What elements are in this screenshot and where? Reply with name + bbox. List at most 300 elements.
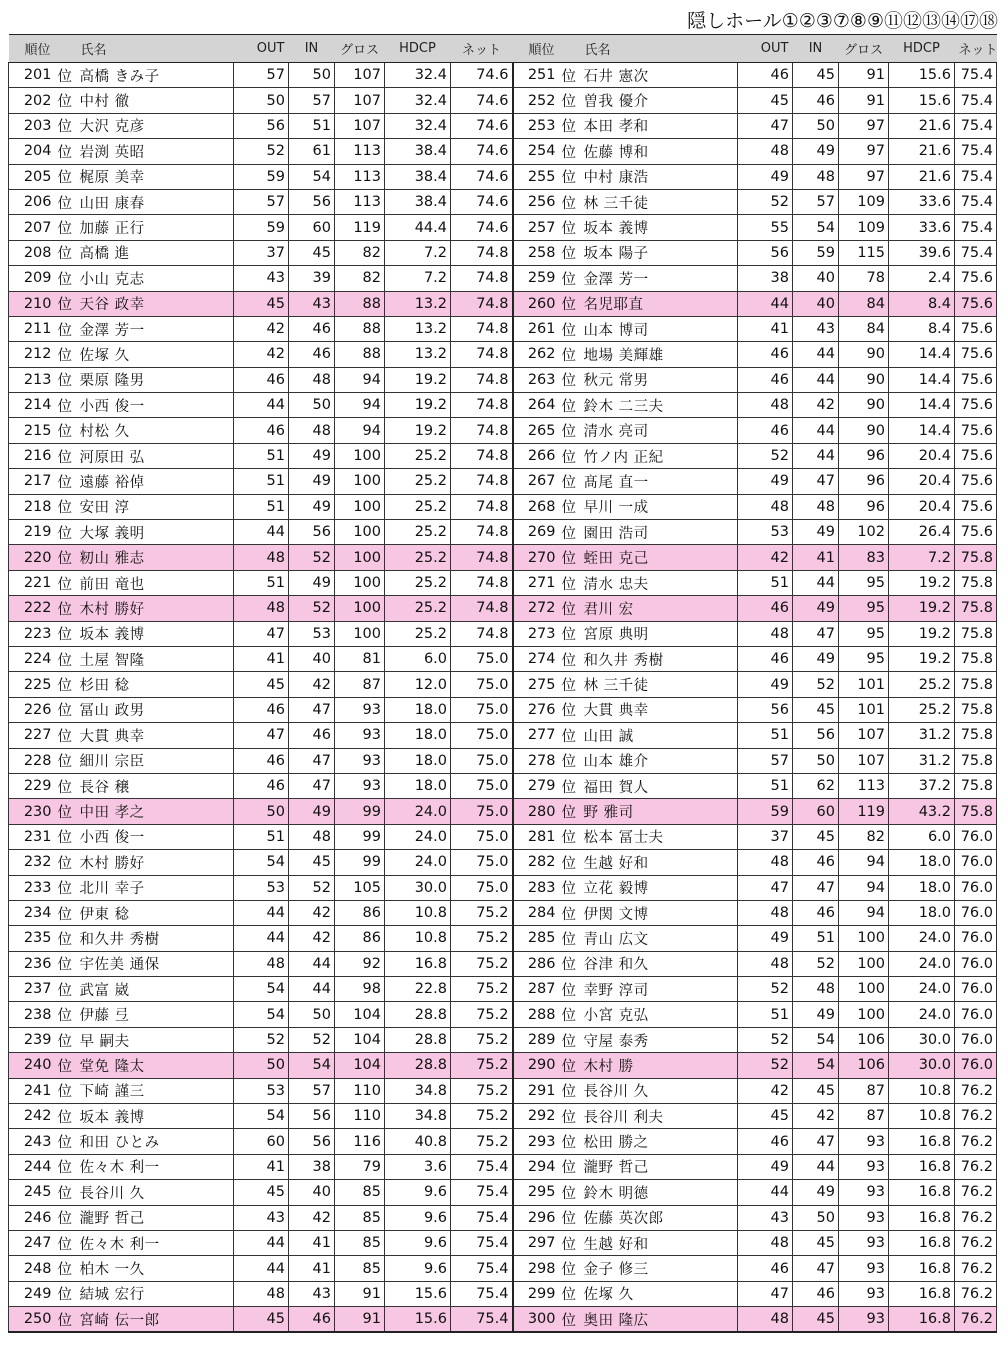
net-cell: 74.8	[451, 266, 513, 291]
hdcp-cell: 15.6	[385, 1281, 451, 1306]
gross-cell: 99	[335, 799, 385, 824]
rank-suffix: 位	[55, 291, 77, 316]
hdcp-cell: 18.0	[385, 697, 451, 722]
in-cell: 42	[289, 1205, 335, 1230]
rank-suffix: 位	[55, 545, 77, 570]
player-name: 守屋 泰秀	[581, 1027, 738, 1052]
rank-suffix: 位	[559, 646, 581, 671]
player-name: 生越 好和	[581, 1230, 738, 1255]
rank-suffix: 位	[559, 723, 581, 748]
player-name: 鈴木 二三夫	[581, 393, 738, 418]
hdcp-cell: 33.6	[889, 215, 955, 240]
header-hdcp: HDCP	[889, 35, 955, 63]
header-net: ネット	[451, 35, 513, 63]
out-cell: 45	[738, 1104, 793, 1129]
player-name: 杉田 稔	[77, 672, 234, 697]
rank-cell: 239	[9, 1027, 55, 1052]
rank-suffix: 位	[559, 1002, 581, 1027]
hdcp-cell: 18.0	[889, 900, 955, 925]
rank-suffix: 位	[559, 1104, 581, 1129]
out-cell: 51	[234, 494, 289, 519]
hdcp-cell: 3.6	[385, 1154, 451, 1179]
net-cell: 74.6	[451, 164, 513, 189]
in-cell: 46	[793, 850, 839, 875]
out-cell: 37	[234, 240, 289, 265]
in-cell: 52	[793, 951, 839, 976]
in-cell: 48	[793, 494, 839, 519]
rank-suffix: 位	[55, 1205, 77, 1230]
gross-cell: 94	[839, 875, 889, 900]
rank-cell: 291	[513, 1078, 559, 1103]
in-cell: 49	[793, 1002, 839, 1027]
rank-cell: 265	[513, 418, 559, 443]
player-name: 園田 浩司	[581, 520, 738, 545]
net-cell: 76.2	[955, 1307, 997, 1332]
net-cell: 76.2	[955, 1281, 997, 1306]
rank-cell: 228	[9, 748, 55, 773]
net-cell: 76.0	[955, 1053, 997, 1078]
rank-cell: 274	[513, 646, 559, 671]
table-row	[9, 596, 997, 621]
rank-cell: 214	[9, 393, 55, 418]
table-row	[9, 494, 997, 519]
rank-cell: 243	[9, 1129, 55, 1154]
out-cell: 59	[234, 215, 289, 240]
hdcp-cell: 21.6	[889, 113, 955, 138]
net-cell: 76.0	[955, 926, 997, 951]
gross-cell: 82	[839, 824, 889, 849]
table-row	[9, 646, 997, 671]
rank-cell: 219	[9, 520, 55, 545]
rank-cell: 241	[9, 1078, 55, 1103]
gross-cell: 110	[335, 1104, 385, 1129]
in-cell: 52	[289, 1027, 335, 1052]
gross-cell: 93	[335, 723, 385, 748]
out-cell: 44	[234, 393, 289, 418]
hdcp-cell: 25.2	[385, 596, 451, 621]
rank-suffix: 位	[559, 824, 581, 849]
player-name: 秋元 常男	[581, 367, 738, 392]
out-cell: 51	[234, 443, 289, 468]
player-name: 松本 冨士夫	[581, 824, 738, 849]
in-cell: 42	[289, 900, 335, 925]
hdcp-cell: 25.2	[385, 545, 451, 570]
gross-cell: 91	[839, 88, 889, 113]
net-cell: 75.4	[955, 189, 997, 214]
player-name: 本田 孝和	[581, 113, 738, 138]
net-cell: 74.8	[451, 240, 513, 265]
gross-cell: 93	[839, 1180, 889, 1205]
in-cell: 49	[289, 799, 335, 824]
table-row	[9, 773, 997, 798]
rank-cell: 276	[513, 697, 559, 722]
out-cell: 46	[738, 342, 793, 367]
header-name: 氏名	[581, 35, 738, 63]
rank-cell: 249	[9, 1281, 55, 1306]
player-name: 加藤 正行	[77, 215, 234, 240]
hdcp-cell: 13.2	[385, 342, 451, 367]
rank-suffix: 位	[55, 88, 77, 113]
gross-cell: 85	[335, 1180, 385, 1205]
out-cell: 43	[738, 1205, 793, 1230]
rank-cell: 285	[513, 926, 559, 951]
header-hdcp: HDCP	[385, 35, 451, 63]
hdcp-cell: 9.6	[385, 1256, 451, 1281]
gross-cell: 97	[839, 113, 889, 138]
net-cell: 75.0	[451, 824, 513, 849]
player-name: 竹ノ内 正紀	[581, 443, 738, 468]
gross-cell: 100	[335, 494, 385, 519]
rank-suffix: 位	[55, 189, 77, 214]
hdcp-cell: 6.0	[889, 824, 955, 849]
out-cell: 60	[234, 1129, 289, 1154]
out-cell: 44	[234, 926, 289, 951]
player-name: 柏木 一久	[77, 1256, 234, 1281]
net-cell: 75.0	[451, 875, 513, 900]
in-cell: 46	[793, 1281, 839, 1306]
table-row	[9, 977, 997, 1002]
hdcp-cell: 16.8	[889, 1205, 955, 1230]
header-rank: 順位	[9, 35, 55, 63]
rank-suffix: 位	[559, 1180, 581, 1205]
hdcp-cell: 14.4	[889, 393, 955, 418]
rank-cell: 229	[9, 773, 55, 798]
rank-suffix: 位	[559, 875, 581, 900]
gross-cell: 100	[335, 443, 385, 468]
table-row	[9, 1053, 997, 1078]
player-name: 石井 憲次	[581, 63, 738, 88]
rank-cell: 227	[9, 723, 55, 748]
in-cell: 57	[289, 1078, 335, 1103]
rank-cell: 220	[9, 545, 55, 570]
gross-cell: 116	[335, 1129, 385, 1154]
player-name: 林 三千徒	[581, 189, 738, 214]
gross-cell: 100	[335, 469, 385, 494]
in-cell: 54	[289, 164, 335, 189]
in-cell: 57	[793, 189, 839, 214]
gross-cell: 97	[839, 139, 889, 164]
gross-cell: 93	[839, 1129, 889, 1154]
out-cell: 54	[234, 977, 289, 1002]
in-cell: 45	[793, 824, 839, 849]
rank-suffix: 位	[55, 697, 77, 722]
player-name: 地場 美輝雄	[581, 342, 738, 367]
rank-suffix: 位	[559, 189, 581, 214]
in-cell: 48	[289, 824, 335, 849]
table-row	[9, 63, 997, 88]
net-cell: 74.8	[451, 570, 513, 595]
player-name: 坂本 義博	[77, 621, 234, 646]
rank-suffix: 位	[55, 799, 77, 824]
rank-cell: 207	[9, 215, 55, 240]
rank-cell: 292	[513, 1104, 559, 1129]
net-cell: 75.2	[451, 1129, 513, 1154]
out-cell: 48	[738, 1230, 793, 1255]
rank-cell: 203	[9, 113, 55, 138]
rank-cell: 225	[9, 672, 55, 697]
table-row	[9, 951, 997, 976]
rank-suffix: 位	[55, 494, 77, 519]
in-cell: 43	[289, 1281, 335, 1306]
in-cell: 47	[793, 621, 839, 646]
hdcp-cell: 19.2	[385, 418, 451, 443]
rank-cell: 267	[513, 469, 559, 494]
net-cell: 74.8	[451, 443, 513, 468]
rank-suffix: 位	[55, 1230, 77, 1255]
hdcp-cell: 25.2	[385, 621, 451, 646]
net-cell: 75.4	[955, 88, 997, 113]
rank-cell: 268	[513, 494, 559, 519]
net-cell: 75.4	[451, 1154, 513, 1179]
in-cell: 52	[289, 545, 335, 570]
table-row	[9, 291, 997, 316]
rank-cell: 271	[513, 570, 559, 595]
player-name: 名児耶直	[581, 291, 738, 316]
in-cell: 60	[289, 215, 335, 240]
net-cell: 75.4	[955, 113, 997, 138]
gross-cell: 100	[839, 926, 889, 951]
rank-suffix: 位	[559, 393, 581, 418]
results-table	[8, 34, 997, 1333]
rank-suffix: 位	[55, 113, 77, 138]
gross-cell: 100	[839, 1002, 889, 1027]
table-row	[9, 900, 997, 925]
gross-cell: 82	[335, 266, 385, 291]
out-cell: 46	[234, 697, 289, 722]
in-cell: 59	[793, 240, 839, 265]
gross-cell: 92	[335, 951, 385, 976]
rank-suffix: 位	[55, 1154, 77, 1179]
rank-suffix: 位	[559, 672, 581, 697]
in-cell: 56	[289, 1104, 335, 1129]
in-cell: 46	[793, 900, 839, 925]
hdcp-cell: 16.8	[889, 1129, 955, 1154]
out-cell: 46	[738, 646, 793, 671]
net-cell: 74.8	[451, 545, 513, 570]
in-cell: 40	[793, 291, 839, 316]
in-cell: 40	[289, 1180, 335, 1205]
in-cell: 49	[289, 469, 335, 494]
in-cell: 50	[289, 1002, 335, 1027]
out-cell: 56	[234, 113, 289, 138]
hdcp-cell: 32.4	[385, 88, 451, 113]
table-row	[9, 215, 997, 240]
net-cell: 75.8	[955, 545, 997, 570]
hdcp-cell: 9.6	[385, 1205, 451, 1230]
hdcp-cell: 9.6	[385, 1180, 451, 1205]
table-row	[9, 139, 997, 164]
out-cell: 54	[234, 850, 289, 875]
hdcp-cell: 34.8	[385, 1078, 451, 1103]
rank-cell: 215	[9, 418, 55, 443]
in-cell: 45	[793, 1230, 839, 1255]
gross-cell: 84	[839, 316, 889, 341]
in-cell: 54	[289, 1053, 335, 1078]
gross-cell: 107	[335, 63, 385, 88]
rank-suffix: 位	[559, 977, 581, 1002]
table-row	[9, 748, 997, 773]
player-name: 栗原 隆男	[77, 367, 234, 392]
net-cell: 75.0	[451, 773, 513, 798]
hdcp-cell: 39.6	[889, 240, 955, 265]
out-cell: 46	[234, 418, 289, 443]
rank-cell: 234	[9, 900, 55, 925]
net-cell: 75.6	[955, 393, 997, 418]
hdcp-cell: 7.2	[889, 545, 955, 570]
player-name: 細川 宗臣	[77, 748, 234, 773]
in-cell: 49	[289, 570, 335, 595]
gross-cell: 100	[335, 545, 385, 570]
out-cell: 44	[234, 900, 289, 925]
hdcp-cell: 12.0	[385, 672, 451, 697]
net-cell: 76.2	[955, 1104, 997, 1129]
net-cell: 74.6	[451, 63, 513, 88]
rank-suffix: 位	[55, 164, 77, 189]
in-cell: 44	[793, 443, 839, 468]
gross-cell: 95	[839, 570, 889, 595]
player-name: 伊東 稔	[77, 900, 234, 925]
table-row	[9, 1154, 997, 1179]
out-cell: 51	[738, 773, 793, 798]
player-name: 木村 勝	[581, 1053, 738, 1078]
out-cell: 46	[738, 596, 793, 621]
gross-cell: 88	[335, 291, 385, 316]
rank-cell: 226	[9, 697, 55, 722]
net-cell: 75.4	[451, 1205, 513, 1230]
player-name: 木村 勝好	[77, 850, 234, 875]
table-row	[9, 520, 997, 545]
player-name: 坂本 陽子	[581, 240, 738, 265]
net-cell: 75.4	[451, 1281, 513, 1306]
out-cell: 41	[234, 1154, 289, 1179]
net-cell: 75.0	[451, 799, 513, 824]
rank-cell: 277	[513, 723, 559, 748]
hdcp-cell: 32.4	[385, 63, 451, 88]
gross-cell: 102	[839, 520, 889, 545]
table-row	[9, 266, 997, 291]
player-name: 土屋 智隆	[77, 646, 234, 671]
out-cell: 52	[234, 139, 289, 164]
player-name: 宮崎 伝一郎	[77, 1307, 234, 1332]
net-cell: 75.0	[451, 748, 513, 773]
in-cell: 54	[793, 1053, 839, 1078]
hdcp-cell: 19.2	[889, 570, 955, 595]
player-name: 前田 竜也	[77, 570, 234, 595]
table-row	[9, 1230, 997, 1255]
rank-suffix: 位	[55, 773, 77, 798]
hdcp-cell: 25.2	[385, 494, 451, 519]
rank-cell: 299	[513, 1281, 559, 1306]
in-cell: 46	[289, 723, 335, 748]
gross-cell: 119	[839, 799, 889, 824]
net-cell: 76.2	[955, 1205, 997, 1230]
gross-cell: 93	[839, 1281, 889, 1306]
net-cell: 75.6	[955, 443, 997, 468]
out-cell: 53	[234, 1078, 289, 1103]
rank-cell: 286	[513, 951, 559, 976]
out-cell: 52	[738, 977, 793, 1002]
gross-cell: 100	[839, 977, 889, 1002]
rank-suffix: 位	[559, 621, 581, 646]
net-cell: 74.8	[451, 291, 513, 316]
hdcp-cell: 28.8	[385, 1002, 451, 1027]
net-cell: 74.6	[451, 88, 513, 113]
in-cell: 48	[793, 977, 839, 1002]
table-row	[9, 88, 997, 113]
rank-cell: 266	[513, 443, 559, 468]
gross-cell: 101	[839, 697, 889, 722]
rank-cell: 255	[513, 164, 559, 189]
gross-cell: 106	[839, 1027, 889, 1052]
net-cell: 75.8	[955, 697, 997, 722]
in-cell: 47	[289, 773, 335, 798]
rank-suffix: 位	[55, 621, 77, 646]
out-cell: 43	[234, 266, 289, 291]
out-cell: 46	[234, 367, 289, 392]
hdcp-cell: 7.2	[385, 240, 451, 265]
rank-suffix: 位	[55, 1180, 77, 1205]
table-row	[9, 113, 997, 138]
gross-cell: 95	[839, 646, 889, 671]
out-cell: 46	[738, 418, 793, 443]
gross-cell: 113	[335, 189, 385, 214]
rank-suffix: 位	[55, 367, 77, 392]
player-name: 福田 賀人	[581, 773, 738, 798]
rank-cell: 212	[9, 342, 55, 367]
out-cell: 48	[738, 494, 793, 519]
rank-suffix: 位	[559, 291, 581, 316]
rank-cell: 204	[9, 139, 55, 164]
rank-suffix: 位	[55, 824, 77, 849]
player-name: 木村 勝好	[77, 596, 234, 621]
rank-cell: 278	[513, 748, 559, 773]
rank-cell: 300	[513, 1307, 559, 1332]
out-cell: 51	[738, 723, 793, 748]
player-name: 坂本 義博	[581, 215, 738, 240]
out-cell: 50	[234, 88, 289, 113]
gross-cell: 86	[335, 926, 385, 951]
rank-suffix: 位	[55, 240, 77, 265]
player-name: 佐藤 英次郎	[581, 1205, 738, 1230]
out-cell: 48	[234, 951, 289, 976]
player-name: 高橋 きみ子	[77, 63, 234, 88]
rank-suffix: 位	[559, 63, 581, 88]
hdcp-cell: 10.8	[385, 900, 451, 925]
out-cell: 51	[234, 824, 289, 849]
rank-suffix: 位	[559, 1281, 581, 1306]
in-cell: 41	[793, 545, 839, 570]
in-cell: 49	[793, 646, 839, 671]
rank-suffix: 位	[55, 596, 77, 621]
player-name: 結城 宏行	[77, 1281, 234, 1306]
out-cell: 47	[234, 723, 289, 748]
hdcp-cell: 21.6	[889, 139, 955, 164]
player-name: 山田 康春	[77, 189, 234, 214]
rank-suffix: 位	[55, 900, 77, 925]
in-cell: 44	[289, 977, 335, 1002]
player-name: 君川 宏	[581, 596, 738, 621]
net-cell: 75.2	[451, 1053, 513, 1078]
out-cell: 51	[234, 570, 289, 595]
net-cell: 74.6	[451, 113, 513, 138]
player-name: 金澤 芳一	[581, 266, 738, 291]
player-name: 佐藤 博和	[581, 139, 738, 164]
hdcp-cell: 33.6	[889, 189, 955, 214]
hdcp-cell: 37.2	[889, 773, 955, 798]
out-cell: 48	[738, 393, 793, 418]
rank-cell: 261	[513, 316, 559, 341]
net-cell: 75.4	[955, 164, 997, 189]
